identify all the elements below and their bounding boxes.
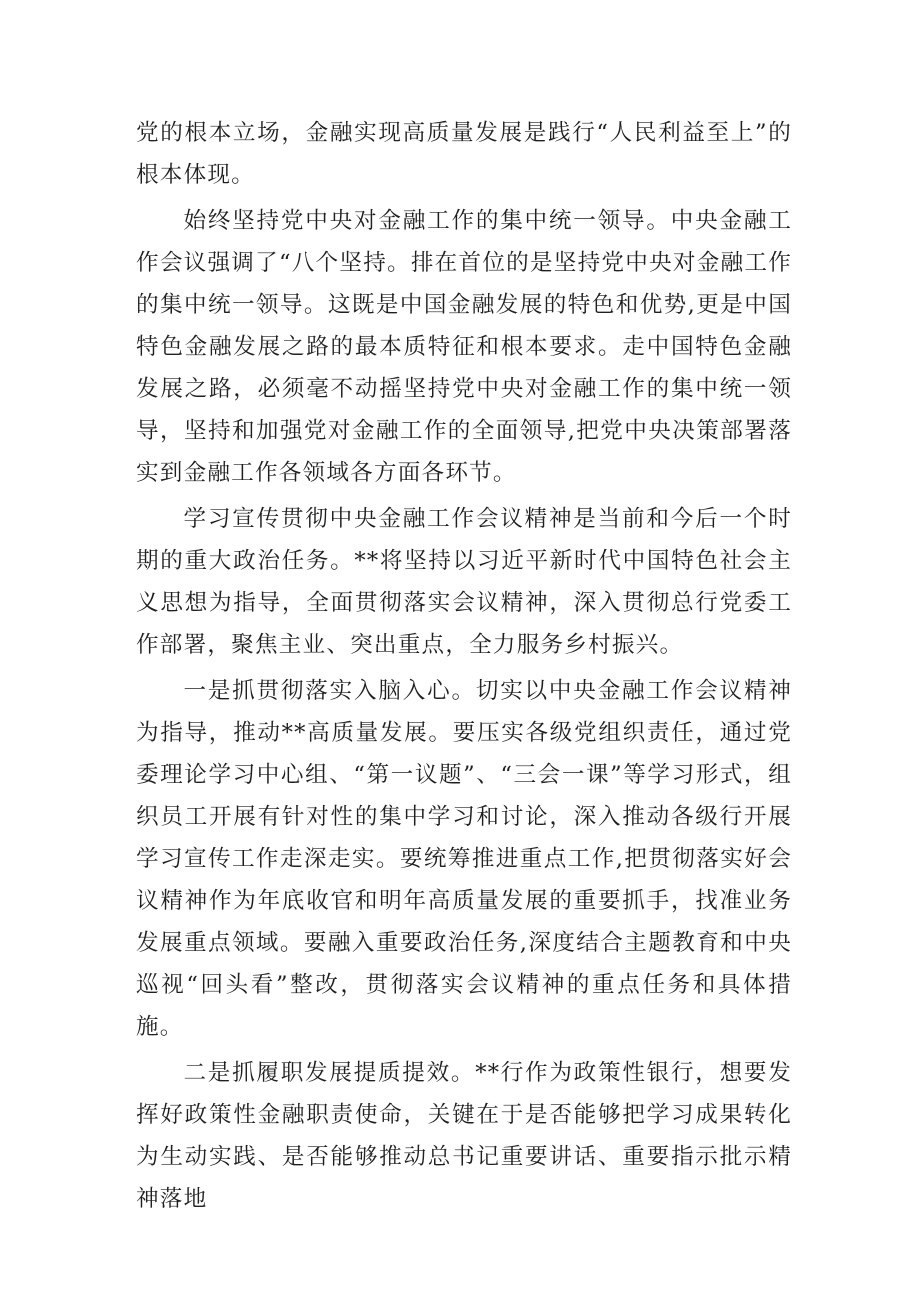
- paragraph-point-one: 一是抓贯彻落实入脑入心。切实以中央金融工作会议精神为指导，推动**高质量发展。要压实各级党组织责任，通过党委理论学习中心组、“第一议题”、“三会一课”等学习形式，组织员工开展有针对性的集中学习和讨论，深入推动各级行开展学习宣传工作走深走实。要统筹推进重点工作,把贯彻落实好会议精神作为年底收官和明年高质量发展的重要抓手，找准业务发展重点领域。要融入重要政治任务,深度结合主题教育和中央巡视“回头看”整改，贯彻落实会议精神的重点任务和具体措施。: [136, 678, 792, 1040]
- paragraph-central-leadership: 始终坚持党中央对金融工作的集中统一领导。中央金融工作会议强调了“八个坚持。排在首位的是坚持党中央对金融工作的集中统一领导。这既是中国金融发展的特色和优势,更是中国特色金融发展之路的最本质特征和根本要求。走中国特色金融发展之路，必须毫不动摇坚持党中央对金融工作的集中统一领导，坚持和加强党对金融工作的全面领导,把党中央决策部署落实到金融工作各领域各方面各环节。: [136, 208, 792, 486]
- paragraph-political-task: 学习宣传贯彻中央金融工作会议精神是当前和今后一个时期的重大政治任务。**将坚持以习近平新时代中国特色社会主义思想为指导，全面贯彻落实会议精神，深入贯彻总行党委工作部署，聚焦主业、突出重点，全力服务乡村振兴。: [136, 506, 792, 658]
- paragraph-continuation: 党的根本立场，金融实现高质量发展是践行“人民利益至上”的根本体现。: [136, 120, 792, 188]
- paragraph-point-two: 二是抓履职发展提质提效。**行作为政策性银行，想要发挥好政策性金融职责使命，关键在于是否能够把学习成果转化为生动实践、是否能够推动总书记重要讲话、重要指示批示精神落地: [136, 1060, 792, 1212]
- document-body: [136, 112, 792, 1220]
